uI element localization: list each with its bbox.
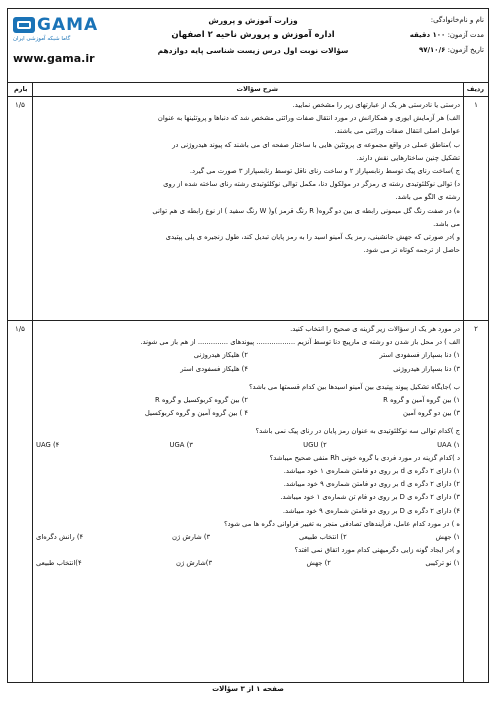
- option[interactable]: ۳) شارش ژن: [171, 533, 211, 542]
- question-line: الف) هر آزمایش ایوری و همکارانش در مورد انتقال صفات وراثتی مشخص شد که دنباها و پروتئینها به عنوان: [157, 114, 460, 123]
- header-info: [354, 13, 484, 58]
- option[interactable]: ۴) هلیکاز فسفودی استر: [180, 364, 248, 373]
- date-field: [354, 43, 484, 58]
- sub-question-a: الف ) در محل باز شدن دو رشته ی مارپیچ دنا توسط آنزیم .................. پیوندهای .............. از هم باز می شوند.: [140, 338, 460, 347]
- date-value: ۹۷/۱۰/۶: [418, 46, 446, 54]
- divider: [32, 97, 33, 320]
- question-line: می باشد.: [433, 219, 460, 228]
- gama-logo-icon: [13, 17, 35, 33]
- logo-tagline: گاما شبکه آموزشی ایران: [13, 36, 71, 42]
- logo-text: GAMA: [37, 15, 99, 35]
- question-line: تشکیل چنین ساختارهایی نقش دارند.: [356, 153, 460, 162]
- duration-value: ۱۰۰ دقیقه: [409, 31, 446, 39]
- question-line: عوامل اصلی انتقال صفات وراثتی می باشند.: [334, 127, 460, 136]
- option[interactable]: ۱) UAA: [437, 440, 460, 449]
- options-b: [36, 407, 460, 420]
- options-b: [36, 394, 460, 407]
- option[interactable]: ۳)شارش ژن: [176, 559, 213, 568]
- question-row-1: [8, 97, 488, 321]
- sub-question-b: ب )جایگاه تشکیل پیوند پپتیدی بین آمینو اسیدها بین کدام قسمتها می باشد؟: [248, 382, 460, 391]
- question-number: ۱: [474, 101, 478, 109]
- option[interactable]: ۲) UGU: [303, 440, 327, 449]
- option[interactable]: ۴ ) بین گروه آمین و گروه کربوکسیل: [144, 409, 248, 418]
- gama-logo: [13, 15, 133, 77]
- divider: [463, 97, 464, 320]
- duration-field: [354, 28, 484, 43]
- option[interactable]: ۱) دارای ۲ دگره ی d بر روی دو فامتن شماره‌ی ۱ خود میباشد.: [283, 467, 460, 476]
- option[interactable]: ۱) بین گروه آمین و گروه R: [383, 396, 460, 405]
- exam-title: سؤالات نوبت اول درس زیست شناسی پایه دوازدهم: [157, 46, 349, 55]
- duration-label: مدت آزمون:: [447, 31, 484, 39]
- option[interactable]: ۱) نو ترکیبی: [425, 559, 460, 568]
- page-footer: صفحه ۱ از ۳ سؤالات: [212, 685, 284, 693]
- name-field: [354, 13, 484, 28]
- option[interactable]: ۲) هلیکاز هیدروژنی: [193, 351, 248, 360]
- option[interactable]: ۲) دارای ۲ دگره ی d بر روی دو فامتن شماره‌ی ۹ خود میباشد.: [283, 480, 460, 489]
- office-name: اداره آموزش و پرورش ناحیه ۲ اصفهان: [171, 30, 335, 40]
- header-center: [148, 13, 358, 58]
- option[interactable]: ۱) جهش: [435, 533, 460, 542]
- option[interactable]: ۴) UAG: [36, 440, 60, 449]
- sub-question-f: و )در ایجاد گونه زایی دگرمیهنی کدام مورد اتفاق نمی افتد؟: [294, 546, 460, 555]
- question-line: رشته ی الگو می باشد.: [395, 193, 460, 202]
- date-label: تاریخ آزمون:: [447, 46, 484, 54]
- question-body: [36, 99, 460, 257]
- exam-header: [7, 8, 489, 83]
- options-a: [36, 363, 460, 376]
- question-line: ه) در صفت رنگ گل میمونی رابطه ی بین دو گروه( R رنگ قرمز )و( W رنگ سفید ) از نوع رابطه ی هم توانی: [152, 206, 460, 215]
- options-a: [36, 349, 460, 362]
- divider: [463, 83, 464, 96]
- option[interactable]: ۳) دارای ۲ دگره ی D بر روی دو فام تن شماره‌ی ۱ خود میباشد.: [280, 493, 460, 502]
- col-row: ردیف: [466, 85, 484, 93]
- option[interactable]: ۲) بین گروه کربوکسیل و گروه R: [155, 396, 248, 405]
- sub-question-d: د )کدام گزینه در مورد فردی با گروه خونی Rh منفی صحیح میباشد؟: [269, 453, 460, 462]
- option[interactable]: ۳) دنا بسپاراز هیدروژنی: [393, 364, 460, 373]
- question-line: ب )مناطق عملی در واقع مجموعه ی پروتئین هایی با ساختار صفحه ای می باشند که پیوند هیدروژنی در: [172, 140, 460, 149]
- ministry-name: وزارت آموزش و پرورش: [208, 16, 298, 25]
- question-line: درستی یا نادرستی هر یک از عبارتهای زیر را مشخص نمایید.: [292, 101, 460, 109]
- option[interactable]: ۱) دنا بسپاراز فسفودی استر: [379, 351, 460, 360]
- divider: [32, 83, 33, 96]
- col-score: بارم: [14, 85, 28, 93]
- name-label: نام و نام‌خانوادگی:: [430, 16, 484, 24]
- sub-question-e: ه ) در مورد کدام عامل، فرآیندهای تصادفی منجر به تغییر فراوانی دگره ها می شود؟: [224, 519, 460, 528]
- site-url[interactable]: www.gama.ir: [13, 52, 95, 65]
- question-line: حاصل از ترجمه کوتاه تر می شود.: [363, 246, 460, 255]
- question-table: [7, 97, 489, 683]
- divider: [463, 321, 464, 682]
- column-header: [7, 83, 489, 97]
- question-body: [36, 323, 460, 571]
- option[interactable]: ۳) UGA: [169, 440, 193, 449]
- option[interactable]: ۴)انتخاب طبیعی: [36, 559, 82, 568]
- col-desc: شرح سؤالات: [236, 85, 278, 93]
- options-f: [36, 557, 460, 570]
- question-line: ج )ساخت رنای پیک توسط رنابسپاراز ۲ و ساخت رنای ناقل توسط رنابسپاراز ۳ صورت می گیرد.: [189, 167, 460, 176]
- question-score: ۱/۵: [15, 325, 25, 333]
- exam-page: [7, 8, 489, 684]
- options-c: [36, 439, 460, 452]
- option[interactable]: ۴) رانش دگره‌ای: [36, 533, 84, 542]
- question-intro: در مورد هر یک از سؤالات زیر گزینه ی صحیح را انتخاب کنید.: [290, 325, 460, 333]
- divider: [32, 321, 33, 682]
- question-row-2: [8, 321, 488, 682]
- question-line: د) توالی نوکلئوتیدی رشته ی رمزگر در مولکول دنا، مکمل توالی نوکلئوتیدی رشته رنای ساخته شده از روی: [163, 180, 460, 189]
- question-number: ۲: [474, 325, 478, 333]
- options-e: [36, 531, 460, 544]
- option[interactable]: ۳) بین دو گروه آمین: [403, 409, 460, 418]
- option[interactable]: ۴) دارای ۲ دگره ی D بر روی دو فامتن شماره‌ی ۹ خود میباشد.: [282, 506, 460, 515]
- question-line: و )در صورتی که جهش جانشینی، رمز یک آمینو اسید را به رمز پایان تبدیل کند، طول زنجیره ی پلی پپتیدی: [165, 233, 460, 242]
- question-score: ۱/۵: [15, 101, 25, 109]
- option[interactable]: ۲) جهش: [306, 559, 331, 568]
- option[interactable]: ۲) انتخاب طبیعی: [298, 533, 347, 542]
- sub-question-c: ج )کدام توالی سه نوکلئوتیدی به عنوان رمز پایان در رنای پیک نمی باشد؟: [255, 427, 460, 436]
